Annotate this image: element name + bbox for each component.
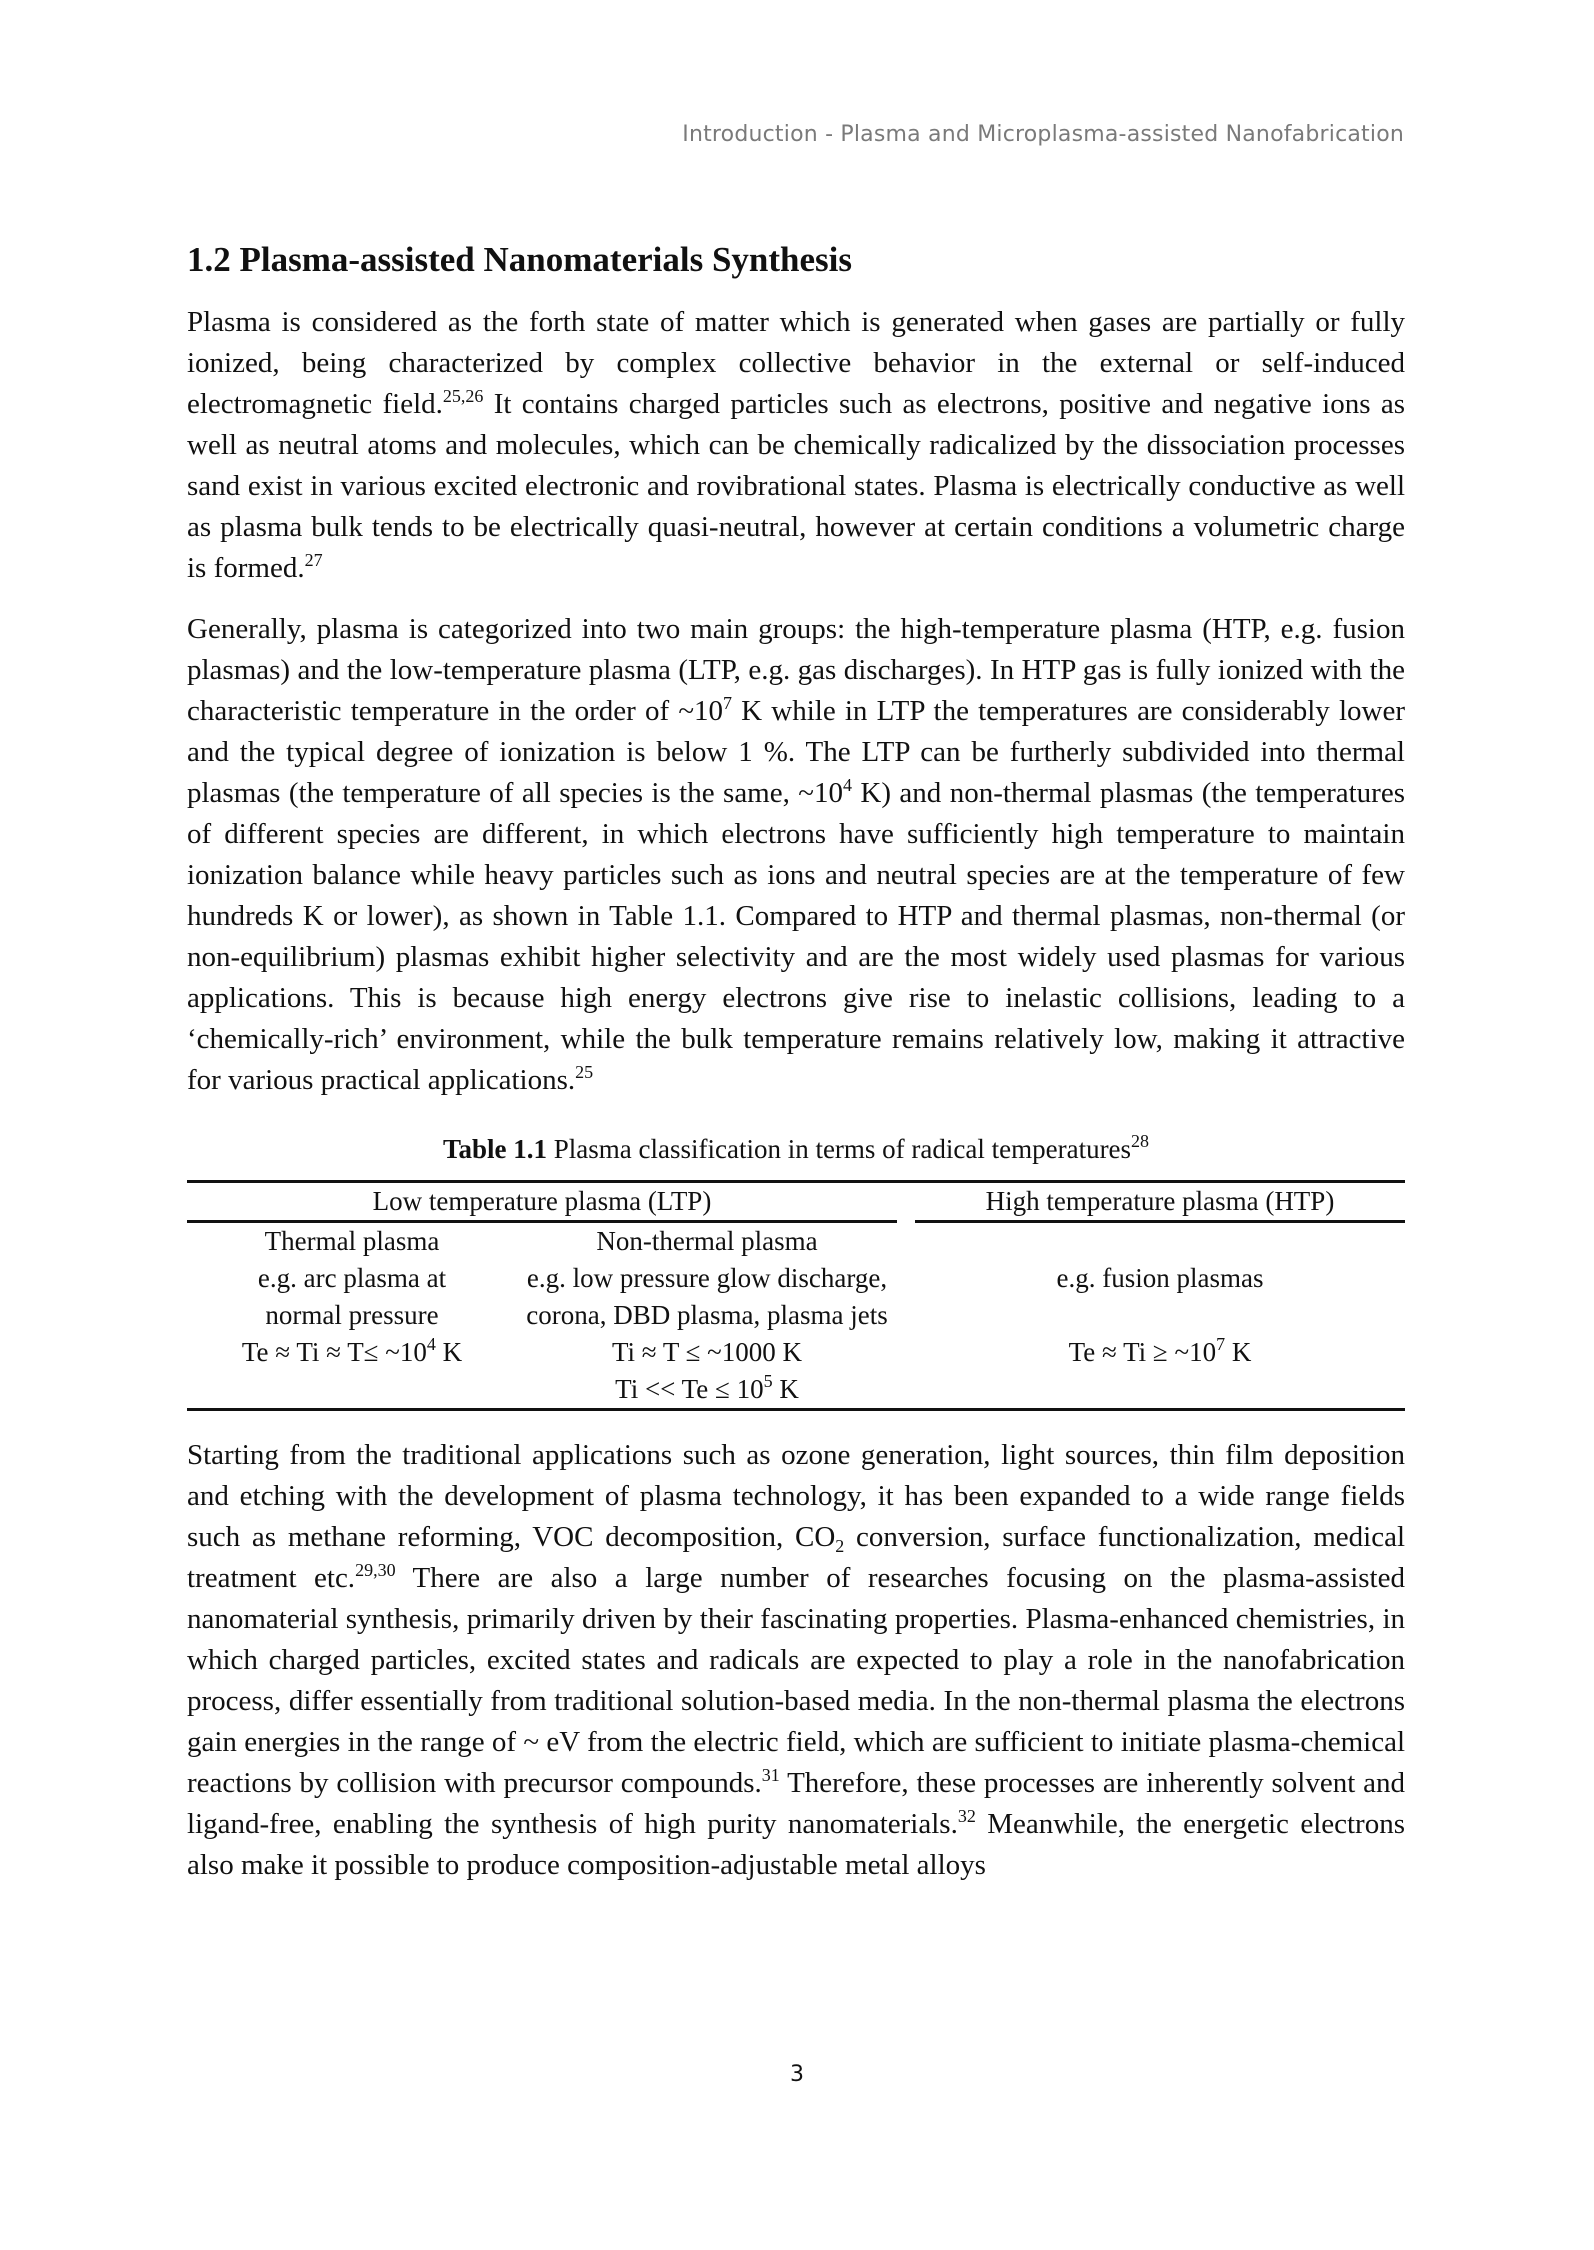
table-header-row (187, 1182, 1405, 1222)
temp-unit: K (772, 1374, 799, 1404)
table-subheader-row (187, 1222, 1405, 1261)
header-htp: High temperature plasma (HTP) (915, 1182, 1405, 1222)
table-caption-text: Plasma classification in terms of radical temperatures (547, 1134, 1132, 1164)
exponent: 4 (426, 1334, 436, 1354)
paragraph-3-text-b: conversion, surface functionalization, medical treatment etc. (187, 1521, 1406, 1594)
example-thermal-line-1: e.g. arc plasma at (257, 1263, 447, 1293)
temp-nonthermal-line-1: Ti ≈ T ≤ ~1000 K (611, 1337, 803, 1367)
paragraph-3-text-e: Meanwhile, the energetic electrons also make it possible to produce composition-adjustable metal alloys (187, 1808, 1405, 1881)
exponent: 4 (842, 775, 852, 795)
paragraph-3-text-c: There are also a large number of researches focusing on the plasma-assisted nanomaterial synthesis, primarily driven by their fascinating properties. Plasma-enhanced chemistries, in which charged particles, excited states and radicals are expected to play a role in the nanofabrication process, differ essentially from traditional solution-based media. In the non-thermal plasma the electrons gain energies in the range of ~ eV from the electric field, which are sufficient to initiate plasma-chemical reactions by collision with precursor compounds. (187, 1562, 1405, 1799)
paragraph-1 (187, 302, 1405, 589)
temp-nonthermal-line-2: Ti << Te ≤ 10 (615, 1374, 764, 1404)
temp-htp-text: Te ≈ Ti ≥ ~10 (1068, 1337, 1217, 1367)
table-caption (187, 1131, 1405, 1167)
temp-unit: K (435, 1337, 463, 1367)
citation-ref: 31 (761, 1765, 780, 1785)
paragraph-2-text-c: K) and non-thermal plasmas (the temperatures of different species are different, in which electrons have sufficiently high temperature to maintain ionization balance while heavy particles such as ions and neutral species are at the temperature of few hundreds K or lower), as shown in Table 1.1. Compared to HTP and thermal plasmas, non-thermal (or non-equilibrium) plasmas exhibit higher selectivity and are the most widely used plasmas for various applications. This is because high energy electrons give rise to inelastic collisions, leading to a ‘chemically-rich’ environment, while the bulk temperature remains relatively low, making it attractive for various practical applications. (187, 777, 1405, 1096)
subheader-nonthermal: Non-thermal plasma (596, 1226, 818, 1256)
table-temperature-row (187, 1334, 1405, 1410)
paragraph-2-text-a: Generally, plasma is categorized into two main groups: the high-temperature plasma (HTP, e.g. fusion plasmas) and the low-temperature plasma (LTP, e.g. gas discharges). In HTP gas is fully ionized with the characteristic temperature in the order of ~10 (187, 613, 1405, 727)
cell-example-thermal (187, 1260, 517, 1334)
section-title: 1.2 Plasma-assisted Nanomaterials Synthesis (187, 240, 853, 279)
cell-temp-thermal (187, 1334, 517, 1410)
citation-ref: 25,26 (442, 386, 484, 406)
paragraph-3 (187, 1435, 1405, 1886)
temp-unit: K (1225, 1337, 1252, 1367)
page-content (187, 236, 1405, 1906)
cell-temp-nonthermal (517, 1334, 897, 1410)
paragraph-2-text-b: K while in LTP the temperatures are considerably lower and the typical degree of ionization is below 1 %. The LTP can be furtherly subdivided into thermal plasmas (the temperature of all species is the same, ~10 (187, 695, 1405, 809)
temp-thermal-text: Te ≈ Ti ≈ T≤ ~10 (241, 1337, 427, 1367)
paragraph-1-text-b: It contains charged particles such as electrons, positive and negative ions as well as neutral atoms and molecules, which can be chemically radicalized by the dissociation processes sand exist in various excited electronic and rovibrational states. Plasma is electrically conductive as well as plasma bulk tends to be electrically quasi-neutral, however at certain conditions a volumetric charge is formed. (187, 388, 1405, 584)
running-header: Introduction - Plasma and Microplasma-assisted Nanofabrication (682, 122, 1404, 147)
header-ltp: Low temperature plasma (LTP) (187, 1182, 897, 1222)
example-thermal-line-2: normal pressure (265, 1300, 439, 1330)
example-nonthermal-line-1: e.g. low pressure glow discharge, (526, 1263, 888, 1293)
paragraph-3-text-d: Therefore, these processes are inherently solvent and ligand-free, enabling the synthesis of high purity nanomaterials. (187, 1767, 1405, 1840)
cell-temp-htp (915, 1334, 1405, 1410)
subscript: 2 (835, 1536, 845, 1556)
paragraph-2 (187, 609, 1405, 1101)
exponent: 7 (723, 693, 733, 713)
example-nonthermal-line-2: corona, DBD plasma, plasma jets (526, 1300, 888, 1330)
cell-example-nonthermal (517, 1260, 897, 1334)
plasma-classification-table (187, 1180, 1405, 1411)
subheader-thermal: Thermal plasma (264, 1226, 440, 1256)
citation-ref: 28 (1131, 1131, 1150, 1151)
table-examples-row (187, 1260, 1405, 1334)
citation-ref: 32 (957, 1806, 976, 1826)
exponent: 5 (763, 1371, 773, 1391)
cell-example-htp: e.g. fusion plasmas (1056, 1263, 1264, 1293)
exponent: 7 (1216, 1334, 1226, 1354)
paragraph-3-text-a: Starting from the traditional applications such as ozone generation, light sources, thin film deposition and etching with the development of plasma technology, it has been expanded to a wide range fields such as methane reforming, VOC decomposition, CO (187, 1439, 1405, 1553)
citation-ref: 25 (575, 1062, 594, 1082)
citation-ref: 29,30 (355, 1560, 396, 1580)
paragraph-1-text-a: Plasma is considered as the forth state of matter which is generated when gases are partially or fully ionized, being characterized by complex collective behavior in the external or self-induced electromagnetic field. (187, 306, 1405, 420)
table-caption-label: Table 1.1 (442, 1134, 547, 1164)
header-gap (897, 1182, 915, 1222)
page-number: 3 (790, 2062, 804, 2087)
citation-ref: 27 (304, 550, 323, 570)
